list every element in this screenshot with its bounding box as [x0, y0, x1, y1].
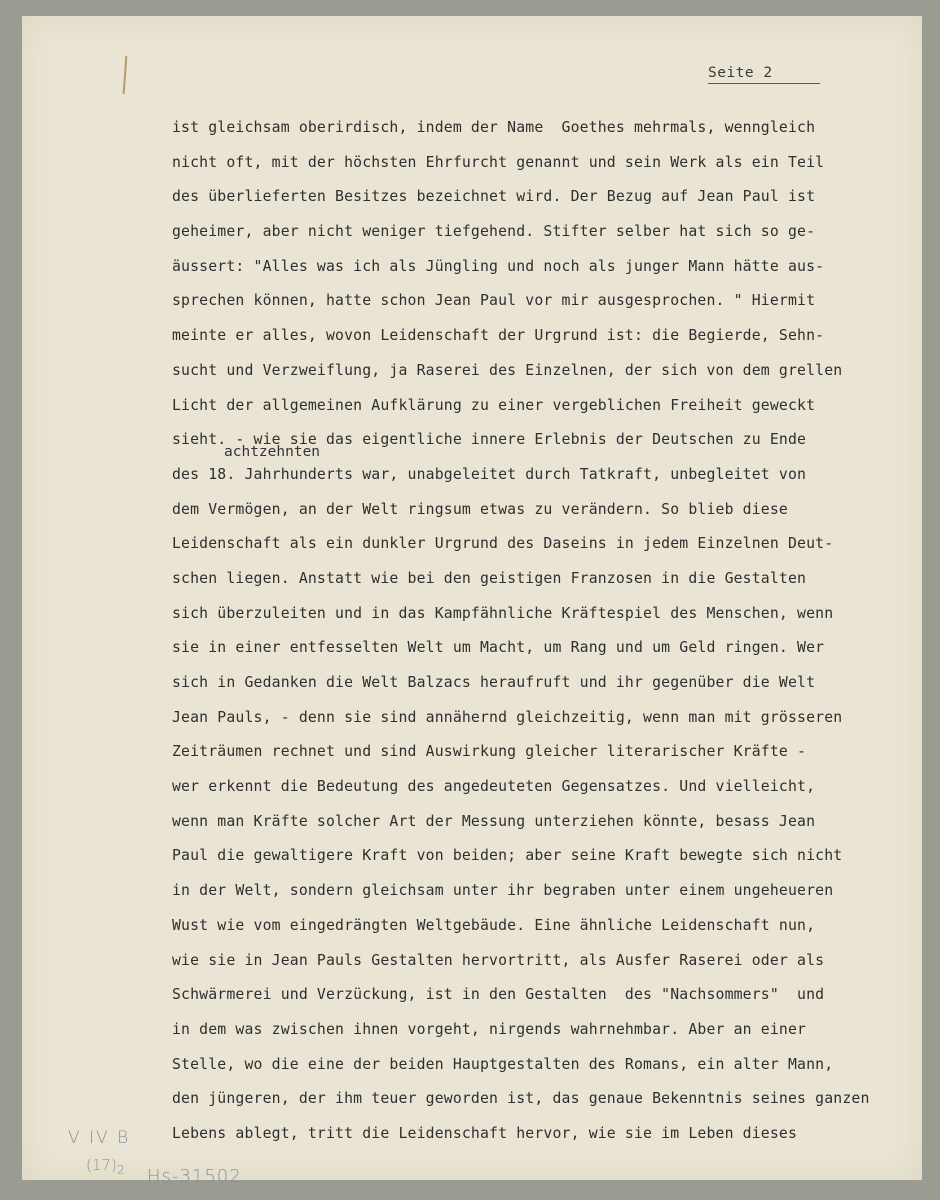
- text-line: Leidenschaft als ein dunkler Urgrund des Daseins in jedem Einzelnen Deut-: [172, 535, 834, 553]
- text-line: wie sie in Jean Pauls Gestalten hervortritt, als Ausfer Raserei oder als: [172, 951, 825, 969]
- text-line: sich überzuleiten und in das Kampfähnliche Kräftespiel des Menschen, wenn: [172, 604, 834, 622]
- text-line: Paul die gewaltigere Kraft von beiden; aber seine Kraft bewegte sich nicht: [172, 847, 843, 865]
- text-line: sprechen können, hatte schon Jean Paul vor mir ausgesprochen. " Hiermit: [172, 292, 816, 310]
- shelfmark: Hs-31502: [147, 1166, 242, 1187]
- text-line: wenn man Kräfte solcher Art der Messung unterziehen könnte, besass Jean: [172, 812, 816, 830]
- text-line: des 18. Jahrhunderts war, unabgeleitet durch Tatkraft, unbegleitet von: [172, 465, 807, 483]
- typewritten-body: [172, 116, 932, 1157]
- text-line: in der Welt, sondern gleichsam unter ihr begraben unter einem ungeheueren: [172, 882, 834, 900]
- text-line: ist gleichsam oberirdisch, indem der Name Goethes mehrmals, wenngleich: [172, 119, 816, 136]
- archive-signature: V IV B: [68, 1128, 131, 1148]
- text-line: Zeiträumen rechnet und sind Auswirkung gleicher literarischer Kräfte -: [172, 743, 807, 761]
- text-line: Wust wie vom eingedrängten Weltgebäude. Eine ähnliche Leidenschaft nun,: [172, 916, 816, 934]
- text-line: Schwärmerei und Verzückung, ist in den Gestalten des "Nachsommers" und: [172, 986, 825, 1004]
- text-line: sucht und Verzweiflung, ja Raserei des Einzelnen, der sich von dem grellen: [172, 361, 843, 379]
- text-line: Lebens ablegt, tritt die Leidenschaft hervor, wie sie im Leben dieses: [172, 1124, 798, 1142]
- text-line: Stelle, wo die eine der beiden Hauptgestalten des Romans, ein alter Mann,: [172, 1055, 834, 1073]
- text-line: sieht. - wie sie das eigentliche innere Erlebnis der Deutschen zu Ende: [172, 431, 807, 449]
- text-line: Jean Pauls, - denn sie sind annähernd gleichzeitig, wenn man mit grösseren: [172, 708, 843, 726]
- text-line: wer erkennt die Bedeutung des angedeuteten Gegensatzes. Und vielleicht,: [172, 778, 816, 796]
- text-line: Licht der allgemeinen Aufklärung zu einer vergeblichen Freiheit geweckt: [172, 396, 816, 414]
- document-page: [22, 16, 922, 1187]
- text-line: des überlieferten Besitzes bezeichnet wird. Der Bezug auf Jean Paul ist: [172, 188, 816, 206]
- text-line: äussert: "Alles was ich als Jüngling und noch als junger Mann hätte aus-: [172, 257, 825, 275]
- handwritten-insertion: achtzehnten: [224, 444, 321, 460]
- text-line: in dem was zwischen ihnen vorgeht, nirgends wahrnehmbar. Aber an einer: [172, 1020, 807, 1038]
- folio-sub: 2: [116, 1162, 125, 1177]
- text-line: dem Vermögen, an der Welt ringsum etwas zu verändern. So blieb diese: [172, 500, 788, 518]
- folio-value: 17: [91, 1156, 111, 1174]
- text-line: geheimer, aber nicht weniger tiefgehend. Stifter selber hat sich so ge-: [172, 223, 816, 241]
- text-line: meinte er alles, wovon Leidenschaft der Urgrund ist: die Begierde, Sehn-: [172, 327, 825, 345]
- text-line: sich in Gedanken die Welt Balzacs heraufruft und ihr gegenüber die Welt: [172, 674, 816, 691]
- page-number: Seite 2: [708, 65, 820, 84]
- text-line: schen liegen. Anstatt wie bei den geistigen Franzosen in die Gestalten: [172, 569, 807, 587]
- text-line: sie in einer entfesselten Welt um Macht, um Rang und um Geld ringen. Wer: [172, 639, 825, 657]
- folio-number: $(17)_2$: [86, 1156, 125, 1177]
- text-line: nicht oft, mit der höchsten Ehrfurcht genannt und sein Werk als ein Teil: [172, 153, 825, 171]
- pencil-mark: [123, 56, 128, 94]
- text-line: den jüngeren, der ihm teuer geworden ist, das genaue Bekenntnis seines ganzen: [172, 1090, 870, 1108]
